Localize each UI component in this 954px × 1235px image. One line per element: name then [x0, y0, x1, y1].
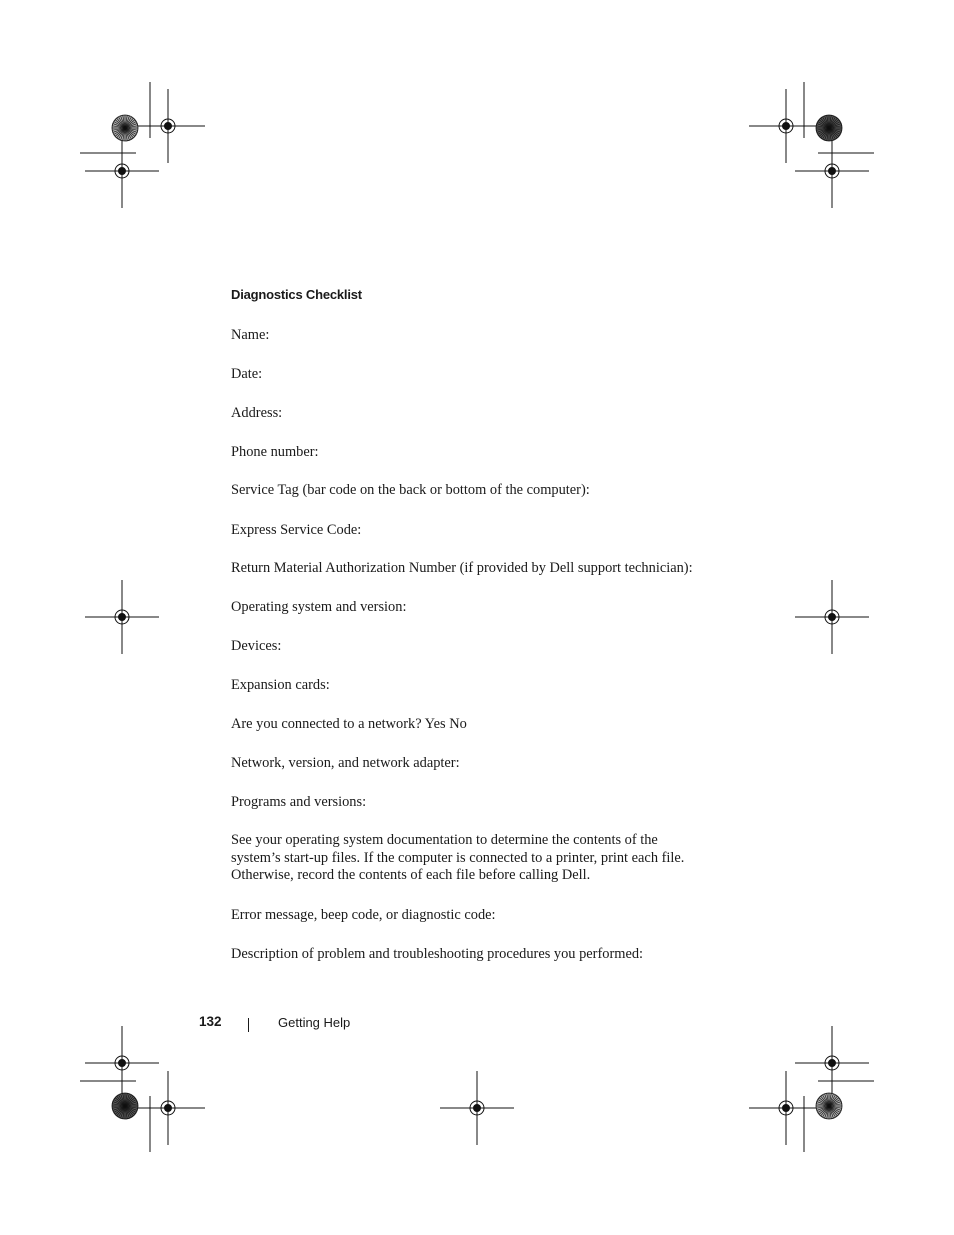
field-address: Address: — [231, 405, 283, 421]
field-express-service-code: Express Service Code: — [231, 522, 362, 538]
registration-starburst-icon — [816, 1093, 842, 1119]
registration-starburst-icon — [816, 115, 842, 141]
page-number: 132 — [199, 1014, 222, 1029]
registration-crosshair-icon — [85, 134, 159, 208]
registration-crosshair-icon — [795, 134, 869, 208]
field-date: Date: — [231, 366, 263, 382]
field-network-connected: Are you connected to a network? Yes No — [231, 716, 467, 732]
field-problem-description: Description of problem and troubleshooting procedures you performed: — [231, 946, 644, 962]
field-network-adapter: Network, version, and network adapter: — [231, 755, 460, 771]
footer-divider — [248, 1018, 249, 1032]
field-expansion-cards: Expansion cards: — [231, 677, 330, 693]
registration-starburst-icon — [112, 1093, 138, 1119]
field-error-message: Error message, beep code, or diagnostic code: — [231, 907, 496, 923]
registration-crosshair-icon — [795, 1026, 869, 1100]
paragraph-line: system’s start-up files. If the computer is connected to a printer, print each file. — [231, 849, 685, 866]
registration-crosshair-icon — [85, 580, 159, 654]
registration-starburst-icon — [112, 115, 138, 141]
page-heading: Diagnostics Checklist — [231, 287, 362, 302]
footer-section-title: Getting Help — [278, 1015, 351, 1030]
field-service-tag: Service Tag (bar code on the back or bottom of the computer): — [231, 482, 590, 498]
registration-crosshair-icon — [85, 1026, 159, 1100]
registration-crosshair-icon — [749, 89, 823, 163]
field-name: Name: — [231, 327, 270, 343]
registration-crosshair-icon — [131, 1071, 205, 1145]
field-rma-number: Return Material Authorization Number (if provided by Dell support technician): — [231, 560, 693, 576]
registration-crosshair-icon — [749, 1071, 823, 1145]
registration-crosshair-icon — [131, 89, 205, 163]
field-phone-number: Phone number: — [231, 444, 319, 460]
startup-files-paragraph — [231, 832, 711, 885]
field-programs: Programs and versions: — [231, 794, 367, 810]
paragraph-line: Otherwise, record the contents of each file before calling Dell. — [231, 867, 591, 883]
field-devices: Devices: — [231, 638, 282, 654]
paragraph-line: See your operating system documentation to determine the contents of the — [231, 832, 658, 848]
registration-crosshair-icon — [440, 1071, 514, 1145]
field-operating-system: Operating system and version: — [231, 599, 407, 615]
registration-crosshair-icon — [795, 580, 869, 654]
